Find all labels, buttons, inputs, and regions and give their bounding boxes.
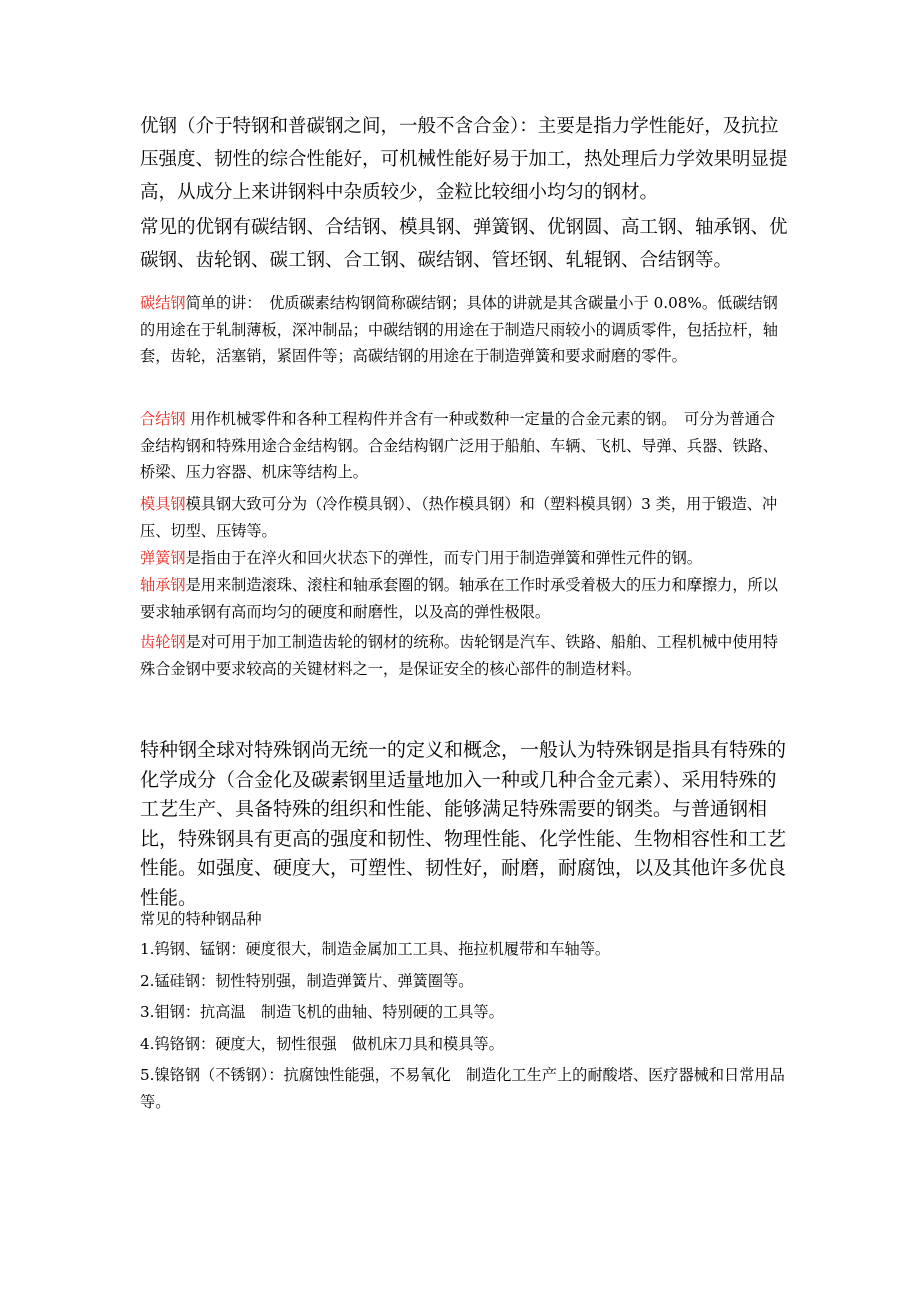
special-steel-list: [140, 936, 790, 1120]
carbon-steel-text: 简单的讲： 优质碳素结构钢简称碳结钢；具体的讲就是其含碳量小于 0.08%。低碳结钢的用途在于轧制薄板，深冲制品；中碳结钢的用途在于制造尺雨较小的调质零件，包括拉杆，轴套，齿轮，活塞销，紧固件等；高碳结钢的用途在于制造弹簧和要求耐磨的零件。: [140, 294, 778, 365]
carbon-steel-paragraph: [140, 290, 790, 370]
alloy-steel-paragraph: [140, 406, 790, 486]
special-steel-paragraph: 特种钢全球对特殊钢尚无统一的定义和概念，一般认为特殊钢是指具有特殊的化学成分（合金化及碳素钢里适量地加入一种或几种合金元素）、采用特殊的工艺生产、具备特殊的组织和性能、能够满足特殊需要的钢类。与普通钢相比，特殊钢具有更高的强度和韧性、物理性能、化学性能、生物相容性和工艺性能。如强度、硬度大，可塑性、韧性好，耐磨，耐腐蚀，以及其他许多优良性能。: [140, 739, 787, 909]
bearing-steel-paragraph: [140, 572, 790, 625]
list-item: 1.钨钢、锰钢：硬度很大，制造金属加工工具、拖拉机履带和车轴等。: [140, 940, 611, 958]
mold-steel-paragraph: [140, 491, 790, 544]
list-item: 5.镍铬钢（不锈钢）：抗腐蚀性能强，不易氧化 制造化工生产上的耐酸塔、医疗器械和日常用品等。: [140, 1066, 785, 1111]
gear-steel-term: 齿轮钢: [140, 633, 186, 651]
gear-steel-paragraph: [140, 629, 790, 682]
spring-steel-term: 弹簧钢: [140, 549, 186, 567]
mold-steel-text: 模具钢大致可分为（冷作模具钢）、（热作模具钢）和（塑料模具钢）3 类，用于锻造、冲压、切型、压铸等。: [140, 495, 778, 540]
common-steels-paragraph: 常见的优钢有碳结钢、合结钢、模具钢、弹簧钢、优钢圆、高工钢、轴承钢、优碳钢、齿轮钢、碳工钢、合工钢、碳结钢、管坯钢、轧辊钢、合结钢等。: [140, 217, 788, 271]
mold-steel-term: 模具钢: [140, 495, 186, 513]
list-item: 2.锰硅钢：韧性特别强，制造弹簧片、弹簧圈等。: [140, 971, 474, 990]
alloy-steel-text: 用作机械零件和各种工程构件并含有一种或数种一定量的合金元素的钢。 可分为普通合金结构钢和特殊用途合金结构钢。合金结构钢广泛用于船舶、车辆、飞机、导弹、兵器、铁路、桥梁、压力容器、机床等结构上。: [140, 410, 778, 481]
intro-paragraph: 优钢（介于特钢和普碳钢之间，一般不含合金）：主要是指力学性能好，及抗拉压强度、韧性的综合性能好，可机械性能好易于加工，热处理后力学效果明显提高，从成分上来讲钢料中杂质较少，金粒比较细小均匀的钢材。: [140, 116, 788, 203]
spring-steel-paragraph: [140, 545, 790, 572]
alloy-steel-term: 合结钢: [140, 410, 186, 428]
spring-steel-text: 是指由于在淬火和回火状态下的弹性，而专门用于制造弹簧和弹性元件的钢。: [185, 549, 702, 567]
bearing-steel-text: 是用来制造滚珠、滚柱和轴承套圈的钢。轴承在工作时承受着极大的压力和摩擦力，所以要求轴承钢有高而均匀的硬度和耐磨性，以及高的弹性极限。: [140, 576, 778, 621]
carbon-steel-term: 碳结钢: [140, 294, 186, 312]
bearing-steel-term: 轴承钢: [140, 576, 186, 594]
gear-steel-text: 是对可用于加工制造齿轮的钢材的统称。齿轮钢是汽车、铁路、船舶、工程机械中使用特殊合金钢中要求较高的关键材料之一，是保证安全的核心部件的制造材料。: [140, 633, 778, 678]
list-item: 3.钼钢：抗高温 制造飞机的曲轴、特别硬的工具等。: [140, 1003, 504, 1021]
list-item: 4.钨铬钢：硬度大，韧性很强 做机床刀具和模具等。: [140, 1034, 504, 1053]
special-steel-list-title: 常见的特种钢品种: [140, 910, 262, 928]
